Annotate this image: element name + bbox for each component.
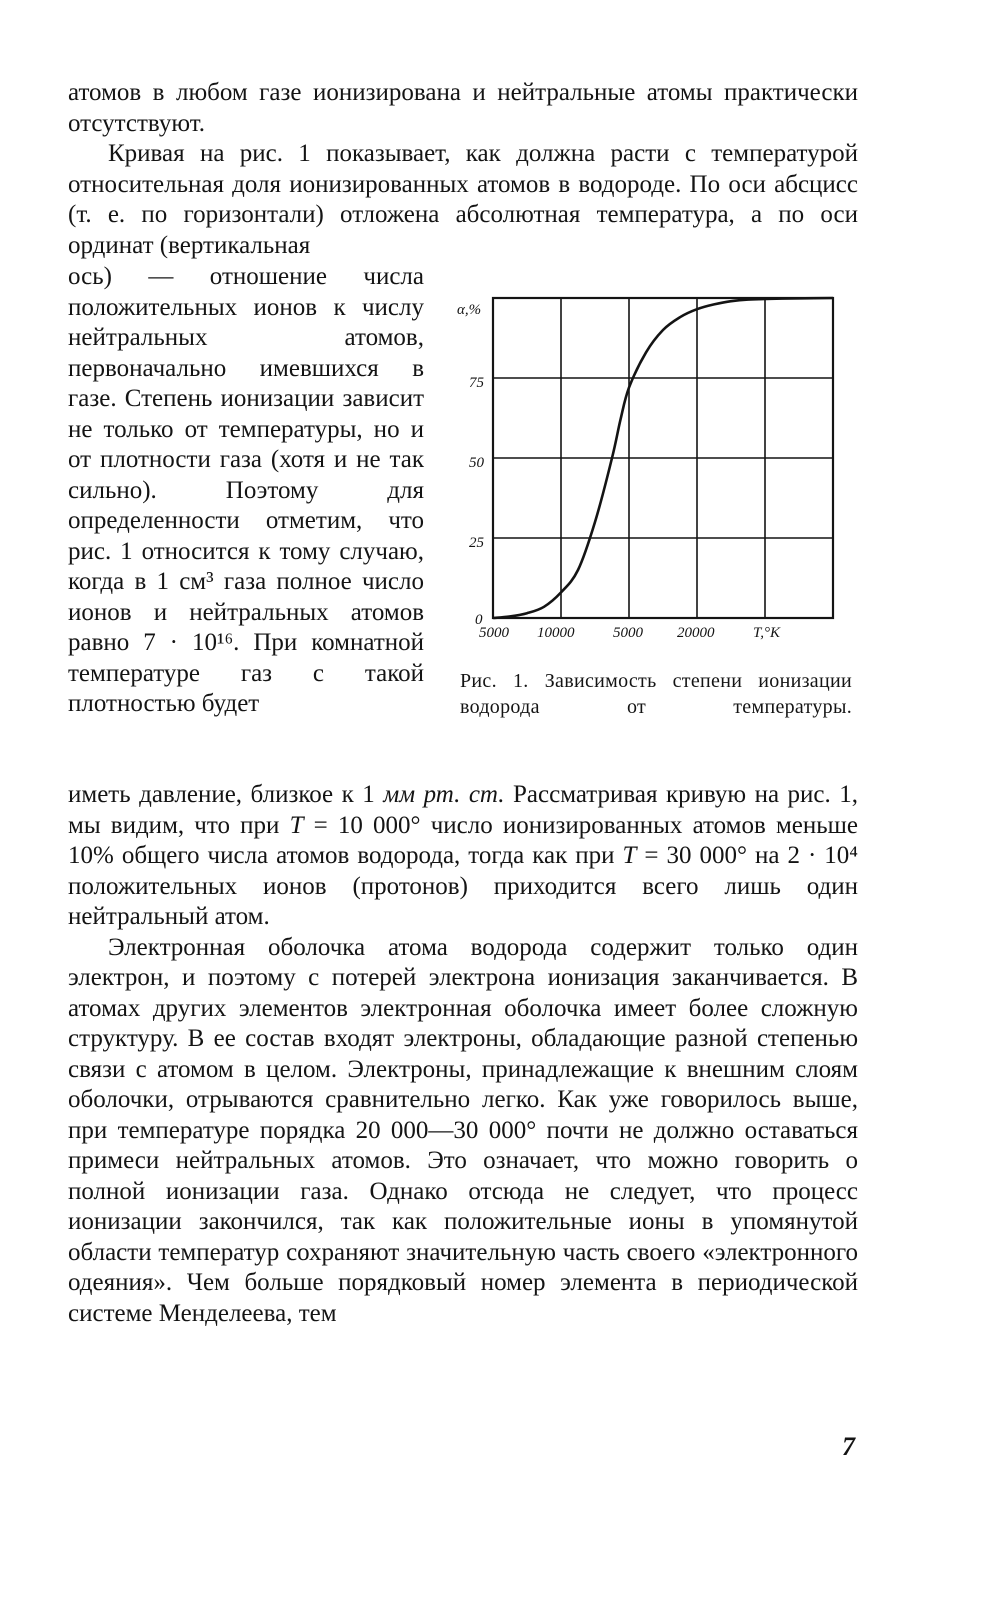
y-tick-label: 50 [469,455,484,471]
text-block-bottom [68,780,858,1329]
chart-grid [493,298,833,618]
temperature-symbol: T [289,811,304,839]
text-block-beside-figure [68,262,424,720]
paragraph-1: атомов в любом газе ионизирована и нейтральные атомы практически отсутствуют. [68,79,858,137]
figure-caption: Рис. 1. Зависимость степени ионизации водорода от температуры. [460,670,852,718]
x-tick-label: 20000 [677,625,715,641]
y-tick-label: 75 [469,375,484,391]
paragraph-2-bottom [68,780,858,933]
x-tick-label: 5000 [613,625,643,641]
paragraph-3: Электронная оболочка атома водорода содержит только один электрон, и поэтому с потерей электрона ионизация заканчивается. В атомах других элементов электронная оболочка имеет более сложную структуру. В ее состав входят электроны, обладающие разной степенью связи с атомом в целом. Электроны, принадлежащие к внешним слоям оболочки, отрываются сравнительно легко. Как уже говорилось выше, при температуре порядка 20 000—30 000° почти не должно оставаться примеси нейтральных атомов. Это означает, что можно говорить о полной ионизации газа. Однако отсюда не следует, что процесс ионизации закончился, так как положительные ионы в упомянутой области температур сохраняют значительную часть своего «электронного одеяния». Чем больше порядковый номер элемента в периодической системе Менделеева, тем [68,933,858,1327]
y-tick-label: 0 [475,612,483,628]
ionization-chart [455,290,855,670]
y-tick-label: 25 [469,535,484,551]
page-number: 7 [842,1432,855,1461]
paragraph-2-top: Кривая на рис. 1 показывает, как должна расти с температурой относительная доля ионизированных атомов в водороде. По оси абсцисс (т. е. по горизонтали) отложена абсолютная температура, а по оси ординат (вертикальная [68,140,858,259]
x-tick-label: 10000 [537,625,575,641]
paragraph-2-bottom-a: иметь давление, близкое к 1 [68,781,384,808]
figure-1 [455,290,855,730]
paragraph-2-bottom-d: = 30 000° на 2 · 10⁴ положительных ионов (протонов) приходится всего лишь один нейтральный атом. [68,842,858,930]
paragraph-2-bottom-b: Рассматривая кривую на рис. 1, мы видим, что при [68,781,858,839]
y-axis-label: α,% [457,302,482,318]
x-tick-label: 5000 [479,625,509,641]
x-axis-label: T,°K [753,625,780,641]
paragraph-2-side: ось) — отношение числа положительных ионов к числу нейтральных атомов, первоначально имевшихся в газе. Степень ионизации зависит не только от температуры, но и от плотности газа (хотя и не так сильно). Поэтому для определенности отметим, что рис. 1 относится к тому случаю, когда в 1 см³ газа полное число ионов и нейтральных атомов равно 7 · 10¹⁶. При комнатной температуре газ с такой плотностью будет [68,263,424,717]
temperature-symbol: T [622,842,637,869]
text-block-top [68,78,858,261]
paragraph-2-bottom-c: = 10 000° число ионизированных атомов меньше 10% общего числа атомов водорода, тогда как при [68,811,858,869]
pressure-unit: мм рт. ст. [383,781,505,808]
